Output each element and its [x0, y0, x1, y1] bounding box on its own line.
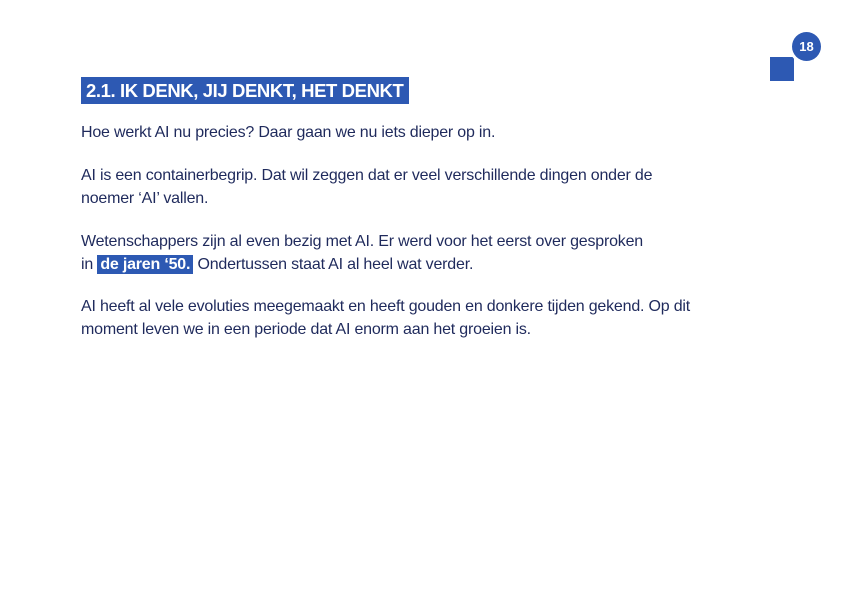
paragraph-container-term-line2: noemer ‘AI’ vallen.	[81, 190, 209, 207]
paragraph-evolution-line2: moment leven we in een periode dat AI enorm aan het groeien is.	[81, 321, 531, 338]
paragraph-container-term-line1: AI is een containerbegrip. Dat wil zeggen dat er veel verschillende dingen onder de	[81, 167, 653, 184]
paragraph-intro	[81, 121, 781, 144]
highlighted-phrase: de jaren ‘50.	[97, 255, 193, 274]
page-number-badge	[770, 32, 822, 82]
paragraph-history	[81, 230, 781, 276]
paragraph-history-line1: Wetenschappers zijn al even bezig met AI. Er werd voor het eerst over gesproken	[81, 233, 643, 250]
section-heading: 2.1. IK DENK, JIJ DENKT, HET DENKT	[81, 77, 409, 104]
paragraph-history-prefix: in	[81, 256, 94, 273]
paragraph-intro-text: Hoe werkt AI nu precies? Daar gaan we nu iets dieper op in.	[81, 124, 496, 141]
paragraph-history-suffix: Ondertussen staat AI al heel wat verder.	[197, 256, 474, 273]
paragraph-container-term	[81, 164, 781, 210]
decorative-square	[770, 57, 794, 81]
page-number: 18	[792, 32, 821, 61]
paragraph-evolution	[81, 295, 781, 341]
paragraph-evolution-line1: AI heeft al vele evoluties meegemaakt en heeft gouden en donkere tijden gekend. Op dit	[81, 298, 691, 315]
